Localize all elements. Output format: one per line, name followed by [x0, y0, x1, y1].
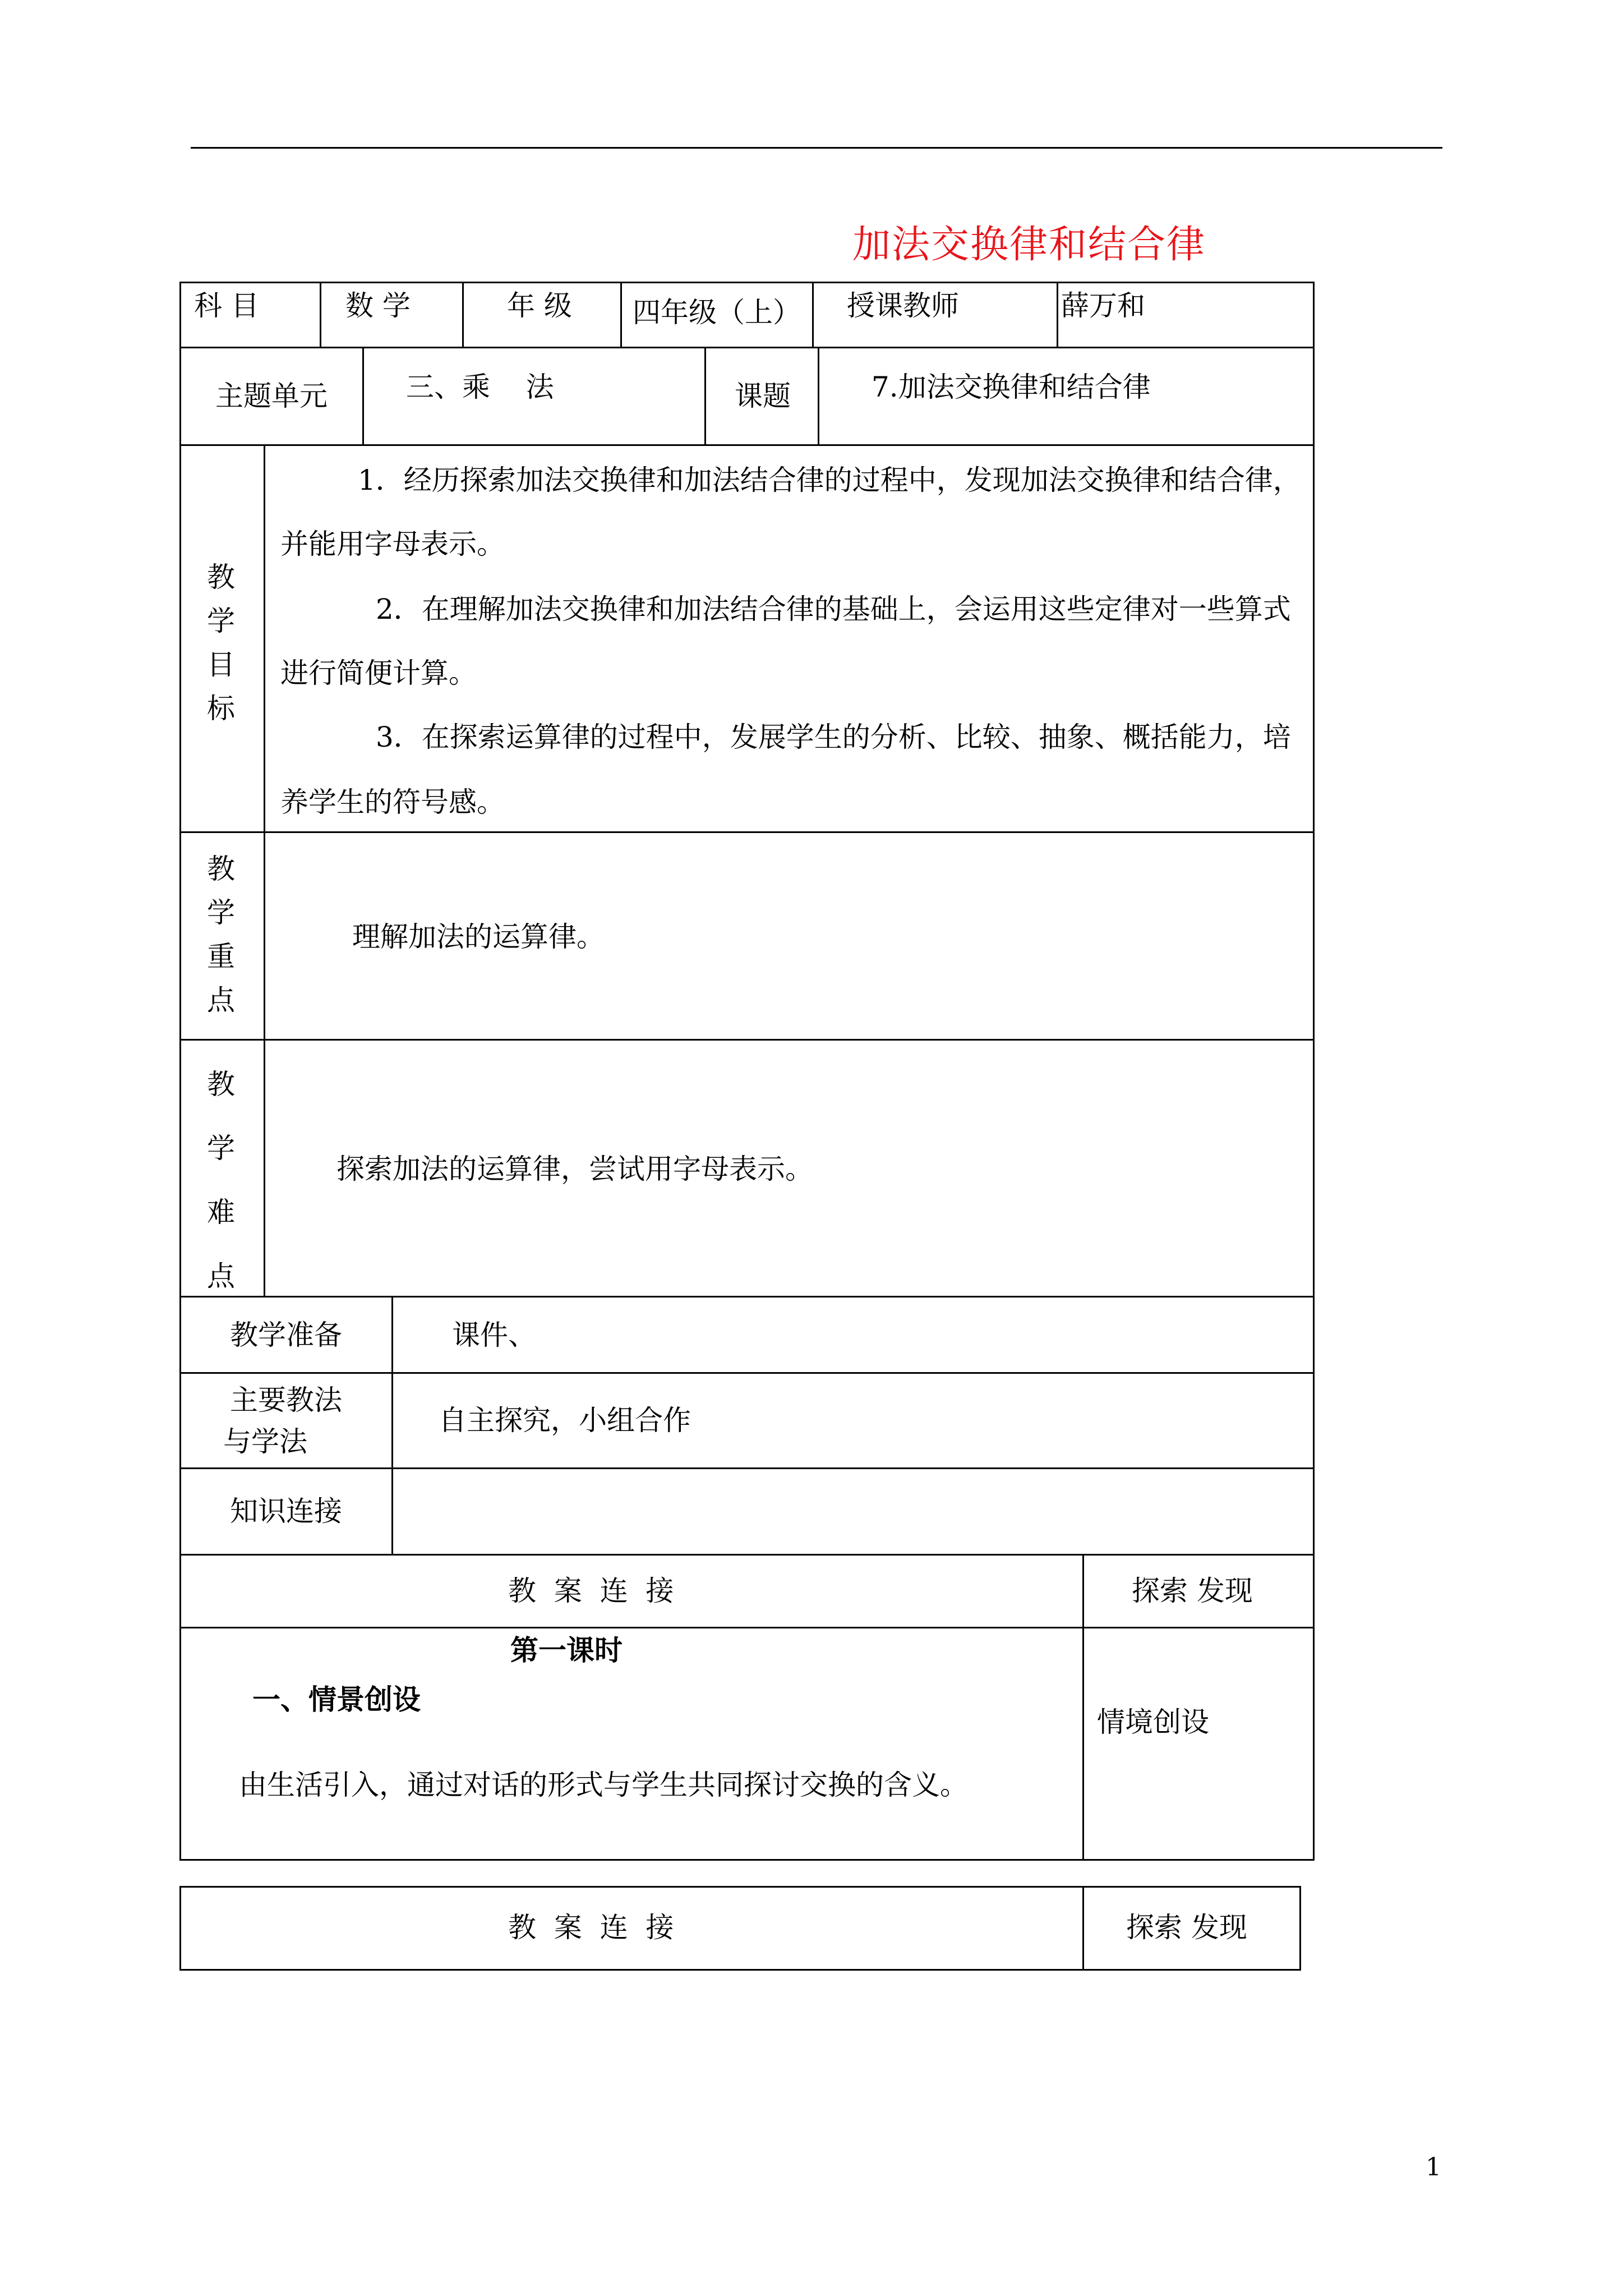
key-points-text: 理解加法的运算律。	[352, 921, 605, 953]
difficulties-text: 探索加法的运算律，尝试用字母表示。	[336, 1153, 813, 1185]
difficulties-label-char: 点	[207, 1260, 235, 1292]
unit-label: 主题单元	[215, 380, 328, 412]
table-border	[179, 282, 181, 1861]
objectives-label	[204, 555, 238, 730]
table-border	[179, 1039, 1315, 1041]
methods-label-line1: 主要教法	[230, 1384, 342, 1416]
lesson-text: 由生活引入，通过对话的形式与学生共同探讨交换的含义。	[239, 1769, 968, 1801]
preparation-value: 课件、	[452, 1319, 536, 1351]
objective-line: 养学生的符号感。	[280, 786, 505, 818]
table-border	[1082, 1886, 1084, 1971]
lesson-side-note: 情境创设	[1097, 1706, 1209, 1738]
objective-line: 并能用字母表示。	[280, 528, 505, 560]
difficulties-label-char: 教	[207, 1068, 235, 1101]
table-border	[1299, 1886, 1301, 1971]
teacher-value: 薛万和	[1061, 289, 1145, 322]
table-border	[179, 347, 1315, 348]
table-border	[818, 347, 819, 445]
table-border	[179, 1886, 181, 1971]
difficulties-label-char: 难	[207, 1196, 235, 1228]
teacher-label: 授课教师	[847, 289, 959, 322]
table-border	[812, 282, 814, 348]
plan-header2-right: 探索 发现	[1126, 1911, 1247, 1944]
table-border	[1057, 282, 1058, 348]
objective-line: 3．在探索运算律的过程中，发展学生的分析、比较、抽象、概括能力，培	[376, 721, 1291, 753]
table-border	[1313, 282, 1315, 1861]
table-border	[362, 347, 364, 445]
table-border	[179, 444, 1315, 446]
table-border	[1082, 1554, 1084, 1860]
table-border	[179, 1296, 1315, 1297]
table-border	[462, 282, 464, 348]
table-border	[179, 1467, 1315, 1469]
subject-value: 数 学	[345, 289, 411, 322]
lesson-value: 7.加法交换律和结合律	[872, 371, 1151, 403]
table-border	[704, 347, 706, 445]
header-rule	[191, 147, 1442, 149]
difficulties-label	[204, 1052, 238, 1308]
key-points-label	[204, 847, 238, 1022]
lesson-section-heading: 一、情景创设	[252, 1683, 421, 1716]
objectives-label-char: 教	[207, 561, 235, 593]
objective-line: 2．在理解加法交换律和加法结合律的基础上，会运用这些定律对一些算式	[376, 593, 1291, 625]
table-border	[264, 444, 265, 1297]
plan-header2-left: 教 案 连 接	[508, 1911, 674, 1944]
table-border	[620, 282, 622, 348]
table-border	[179, 1859, 1315, 1861]
table-border	[179, 1627, 1315, 1628]
table-border	[179, 1969, 1301, 1971]
key-points-label-char: 重	[207, 940, 235, 973]
methods-value: 自主探究，小组合作	[439, 1404, 691, 1437]
table-border	[179, 1554, 1315, 1556]
objectives-label-char: 目	[207, 648, 235, 681]
unit-value: 三、乘 法	[406, 371, 554, 403]
page-title: 加法交换律和结合律	[852, 223, 1206, 267]
plan-header-right: 探索 发现	[1132, 1575, 1253, 1607]
page-number: 1	[1426, 2153, 1441, 2182]
table-border	[179, 282, 1315, 283]
objective-line: 进行简便计算。	[280, 657, 477, 689]
lesson-period: 第一课时	[510, 1634, 623, 1667]
key-points-label-char: 点	[207, 984, 235, 1016]
grade-value: 四年级（上）	[633, 296, 801, 329]
lesson-label: 课题	[735, 380, 791, 412]
preparation-label: 教学准备	[230, 1319, 342, 1351]
grade-label: 年 级	[507, 289, 572, 322]
table-border	[179, 1372, 1315, 1374]
key-points-label-char: 学	[207, 896, 235, 929]
methods-label-line2: 与学法	[223, 1425, 307, 1458]
objective-line: 1．经历探索加法交换律和加法结合律的过程中，发现加法交换律和结合律，	[358, 464, 1301, 496]
objectives-label-char: 标	[207, 692, 235, 725]
key-points-label-char: 教	[207, 853, 235, 885]
subject-label: 科 目	[194, 289, 259, 322]
table-border	[179, 831, 1315, 833]
knowledge-label: 知识连接	[230, 1495, 342, 1527]
plan-header-left: 教 案 连 接	[508, 1575, 674, 1607]
table-border	[320, 282, 321, 348]
table-border	[179, 1886, 1301, 1888]
objectives-label-char: 学	[207, 605, 235, 637]
difficulties-label-char: 学	[207, 1132, 235, 1165]
table-border	[391, 1296, 393, 1555]
